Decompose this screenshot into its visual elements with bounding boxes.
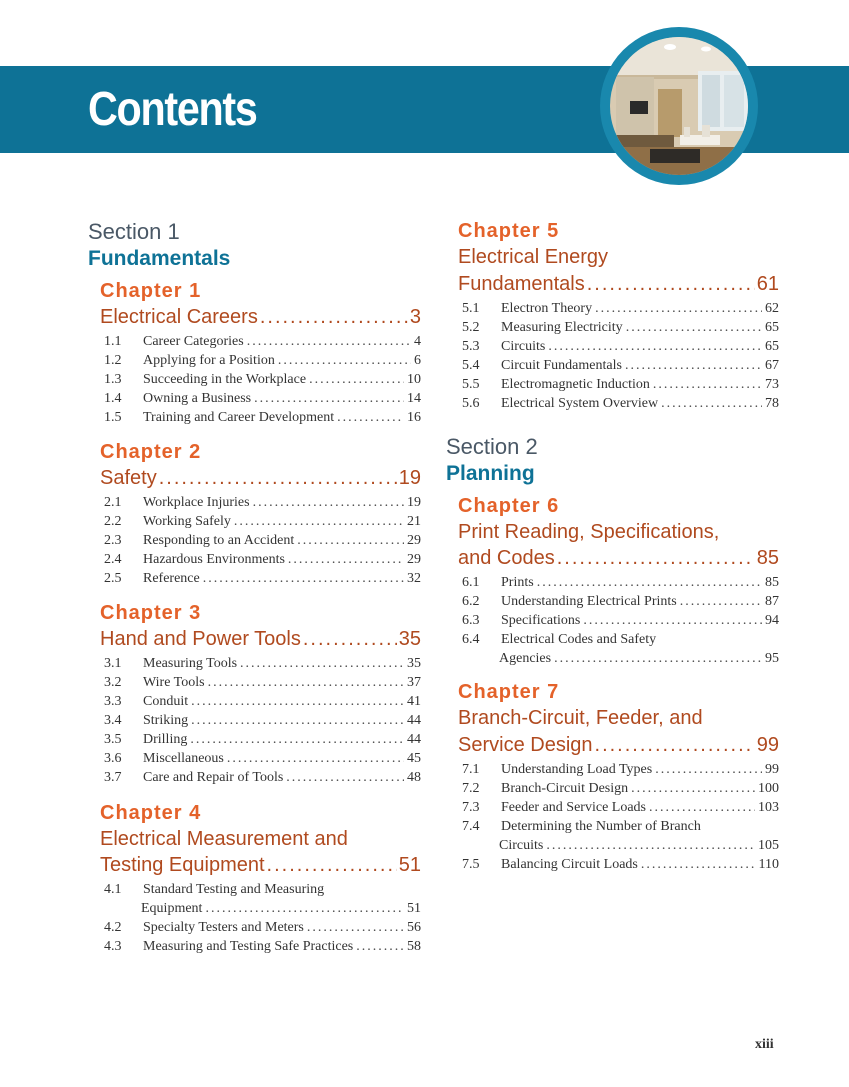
toc-entry[interactable]: 7.2 Branch-Circuit Design ..... 100 — [460, 779, 779, 798]
toc-entry[interactable]: 1.5 Training and Career Development ..... 16 — [102, 408, 421, 427]
chapter-entries — [460, 760, 779, 874]
toc-entry[interactable]: 3.3 Conduit ..... 41 — [102, 692, 421, 711]
dot-leader — [595, 732, 755, 758]
toc-entry[interactable]: 7.1 Understanding Load Types ..... 99 — [460, 760, 779, 779]
dot-leader — [159, 465, 397, 491]
chapter-title: Electrical Careers — [100, 306, 258, 328]
chapter-title: Service Design — [458, 734, 593, 756]
chapter-page: 35 — [398, 628, 421, 650]
header-photo-frame — [600, 27, 758, 185]
toc-entry[interactable]: 3.6 Miscellaneous ..... 45 — [102, 749, 421, 768]
chapter-title-line1[interactable] — [458, 519, 779, 545]
toc-entry[interactable]: 7.4 Determining the Number of Branch — [462, 819, 701, 834]
chapter-page: 51 — [398, 854, 421, 876]
toc-entry[interactable]: 3.1 Measuring Tools ..... 35 — [102, 654, 421, 673]
dot-leader — [260, 304, 408, 330]
dot-leader — [303, 626, 397, 652]
section-label: Section 1 — [88, 219, 180, 244]
chapter-label: Chapter 7 — [458, 681, 560, 703]
toc-entry[interactable]: 5.1 Electron Theory ..... 62 — [460, 299, 779, 318]
chapter-label: Chapter 6 — [458, 495, 560, 517]
toc-entry[interactable]: 1.3 Succeeding in the Workplace ..... 10 — [102, 370, 421, 389]
chapter-title-line[interactable] — [458, 545, 779, 571]
chapter-entries — [460, 573, 779, 668]
toc-entry[interactable]: 5.5 Electromagnetic Induction ..... 73 — [460, 375, 779, 394]
chapter-entries — [102, 880, 421, 956]
chapter-title-line1[interactable] — [100, 826, 421, 852]
toc-entry[interactable]: 1.2 Applying for a Position ..... 6 — [102, 351, 421, 370]
toc-entry[interactable]: 6.2 Understanding Electrical Prints ..... 87 — [460, 592, 779, 611]
chapter-title-line[interactable] — [100, 465, 421, 491]
toc-entry[interactable]: 2.4 Hazardous Environments ..... 29 — [102, 550, 421, 569]
chapter-title-line1[interactable] — [458, 705, 779, 731]
chapter-label: Chapter 3 — [100, 602, 202, 624]
chapter-label: Chapter 2 — [100, 441, 202, 463]
living-room-photo — [610, 37, 748, 175]
toc-entry-continued[interactable]: Equipment ..... 51 — [102, 899, 421, 918]
section-name: Planning — [446, 462, 535, 485]
toc-entry[interactable]: 2.3 Responding to an Accident ..... 29 — [102, 531, 421, 550]
chapter-title-line[interactable] — [100, 852, 421, 878]
toc-entry[interactable]: 6.1 Prints ..... 85 — [460, 573, 779, 592]
chapter-title: Electrical Energy — [458, 246, 609, 268]
toc-entry[interactable]: 4.1 Standard Testing and Measuring — [104, 882, 325, 897]
toc-entry[interactable]: 3.7 Care and Repair of Tools ..... 48 — [102, 768, 421, 787]
chapter-title-line[interactable] — [100, 304, 421, 330]
toc-entry[interactable]: 3.5 Drilling ..... 44 — [102, 730, 421, 749]
toc-entry[interactable]: 7.3 Feeder and Service Loads ..... 103 — [460, 798, 779, 817]
chapter-title-line1[interactable] — [458, 244, 779, 270]
chapter-page: 61 — [756, 273, 779, 295]
chapter-title: Testing Equipment — [100, 854, 265, 876]
toc-entry[interactable]: 4.3 Measuring and Testing Safe Practices ..... 58 — [102, 937, 421, 956]
chapter-title: Branch-Circuit, Feeder, and — [458, 707, 703, 729]
toc-entry[interactable]: 1.4 Owning a Business ..... 14 — [102, 389, 421, 408]
toc-entry-continued[interactable]: Circuits ..... 105 — [460, 836, 779, 855]
section-label: Section 2 — [446, 434, 538, 459]
chapter-page: 3 — [409, 306, 421, 328]
page-number: xiii — [755, 1037, 774, 1052]
chapter-entries — [102, 654, 421, 787]
chapter-title-line[interactable] — [458, 271, 779, 297]
toc-entry[interactable]: 6.3 Specifications ..... 94 — [460, 611, 779, 630]
chapter-title-line[interactable] — [458, 732, 779, 758]
chapter-entries — [102, 332, 421, 427]
chapter-page: 99 — [756, 734, 779, 756]
toc-entry[interactable]: 4.2 Specialty Testers and Meters ..... 56 — [102, 918, 421, 937]
toc-entry[interactable]: 5.2 Measuring Electricity ..... 65 — [460, 318, 779, 337]
chapter-title-line[interactable] — [100, 626, 421, 652]
toc-entry[interactable]: 6.4 Electrical Codes and Safety — [462, 632, 657, 647]
toc-entry[interactable]: 3.4 Striking ..... 44 — [102, 711, 421, 730]
chapter-label: Chapter 5 — [458, 220, 560, 242]
toc-entry[interactable]: 1.1 Career Categories ..... 4 — [102, 332, 421, 351]
section-name: Fundamentals — [88, 247, 231, 270]
chapter-label: Chapter 1 — [100, 280, 202, 302]
chapter-entries — [460, 299, 779, 413]
dot-leader — [557, 545, 755, 571]
chapter-title: Print Reading, Specifications, — [458, 521, 720, 543]
dot-leader — [587, 271, 755, 297]
toc-entry[interactable]: 2.1 Workplace Injuries ..... 19 — [102, 493, 421, 512]
chapter-page: 19 — [398, 467, 421, 489]
chapter-page: 85 — [756, 547, 779, 569]
toc-entry-continued[interactable]: Agencies ..... 95 — [460, 649, 779, 668]
toc-entry[interactable]: 5.6 Electrical System Overview ..... 78 — [460, 394, 779, 413]
dot-leader — [267, 852, 397, 878]
toc-entry[interactable]: 3.2 Wire Tools ..... 37 — [102, 673, 421, 692]
chapter-label: Chapter 4 — [100, 802, 202, 824]
toc-entry[interactable]: 2.5 Reference ..... 32 — [102, 569, 421, 588]
toc-entry[interactable]: 7.5 Balancing Circuit Loads ..... 110 — [460, 855, 779, 874]
chapter-title: and Codes — [458, 547, 555, 569]
toc-entry[interactable]: 5.3 Circuits ..... 65 — [460, 337, 779, 356]
chapter-entries — [102, 493, 421, 588]
toc-entry[interactable]: 5.4 Circuit Fundamentals ..... 67 — [460, 356, 779, 375]
page-title: Contents — [88, 83, 257, 136]
chapter-title: Fundamentals — [458, 273, 585, 295]
chapter-title: Hand and Power Tools — [100, 628, 301, 650]
chapter-title: Electrical Measurement and — [100, 828, 348, 850]
chapter-title: Safety — [100, 467, 157, 489]
toc-entry[interactable]: 2.2 Working Safely ..... 21 — [102, 512, 421, 531]
